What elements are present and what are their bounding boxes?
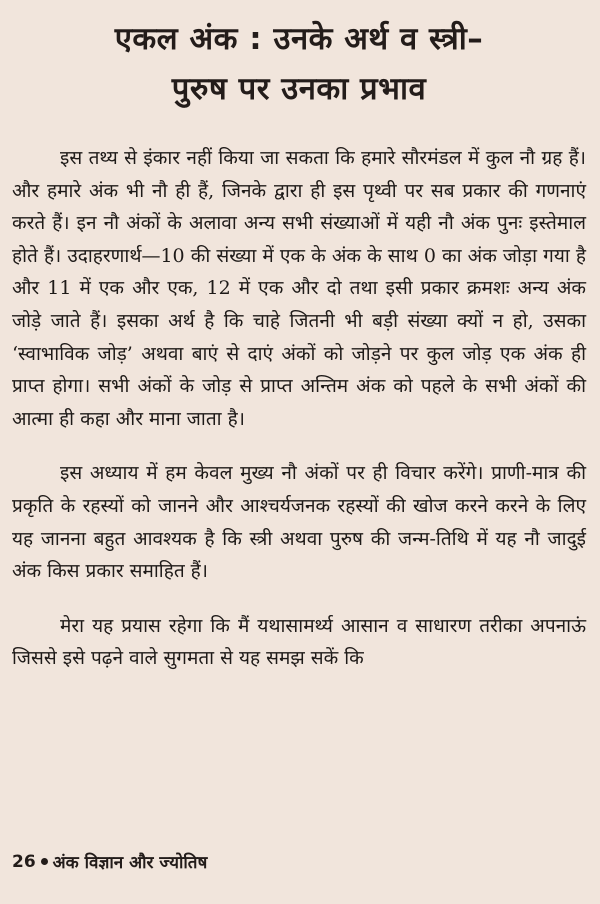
running-title: अंक विज्ञान और ज्योतिष — [52, 853, 208, 873]
page-number: 26 — [12, 851, 36, 872]
chapter-title-line-1: एकल अंक : उनके अर्थ व स्त्री– — [114, 21, 484, 57]
chapter-title-line-2: पुरुष पर उनका प्रभाव — [171, 71, 427, 107]
page-footer — [12, 850, 207, 873]
bullet-icon — [41, 858, 48, 865]
paragraph-2: इस अध्याय में हम केवल मुख्य नौ अंकों पर ही विचार करेंगे। प्राणी-मात्र की प्रकृति के रहस्यों को जानने और आश्चर्यजनक रहस्यों की खोज करने करने के लिए यह जानना बहुत आवश्यक है कि स्त्री अथवा पुरुष की जन्म-तिथि में यह नौ जादुई अंक किस प्रकार समाहित हैं। — [12, 462, 586, 583]
paragraph-1: इस तथ्य से इंकार नहीं किया जा सकता कि हमारे सौरमंडल में कुल नौ ग्रह हैं। और हमारे अंक भी नौ ही हैं, जिनके द्वारा ही इस पृथ्वी पर सब प्रकार की गणनाएं करते हैं। इन नौ अंकों के अलावा अन्य सभी संख्याओं में यही नौ अंक पुनः इस्तेमाल होते हैं। उदाहरणार्थ—10 की संख्या में एक के अंक के साथ 0 का अंक जोड़ा गया है और 11 में एक और एक, 12 में एक और दो तथा इसी प्रकार क्रमशः अन्य अंक जोड़े जाते हैं। इसका अर्थ है कि चाहे जितनी भी बड़ी संख्या क्यों न हो, उसका ‘स्वाभाविक जोड़’ अथवा बाएं से दाएं अंकों को जोड़ने पर कुल जोड़ एक अंक ही प्राप्त होगा। सभी अंकों के जोड़ से प्राप्त अन्तिम अंक को पहले के सभी अंकों की आत्मा ही कहा और माना जाता है। — [12, 147, 586, 430]
chapter-title — [12, 14, 586, 114]
chapter-body — [12, 142, 586, 675]
paragraph-3: मेरा यह प्रयास रहेगा कि मैं यथासामर्थ्य आसान व साधारण तरीका अपनाऊं जिससे इसे पढ़ने वाले सुगमता से यह समझ सकें कि — [12, 614, 586, 670]
